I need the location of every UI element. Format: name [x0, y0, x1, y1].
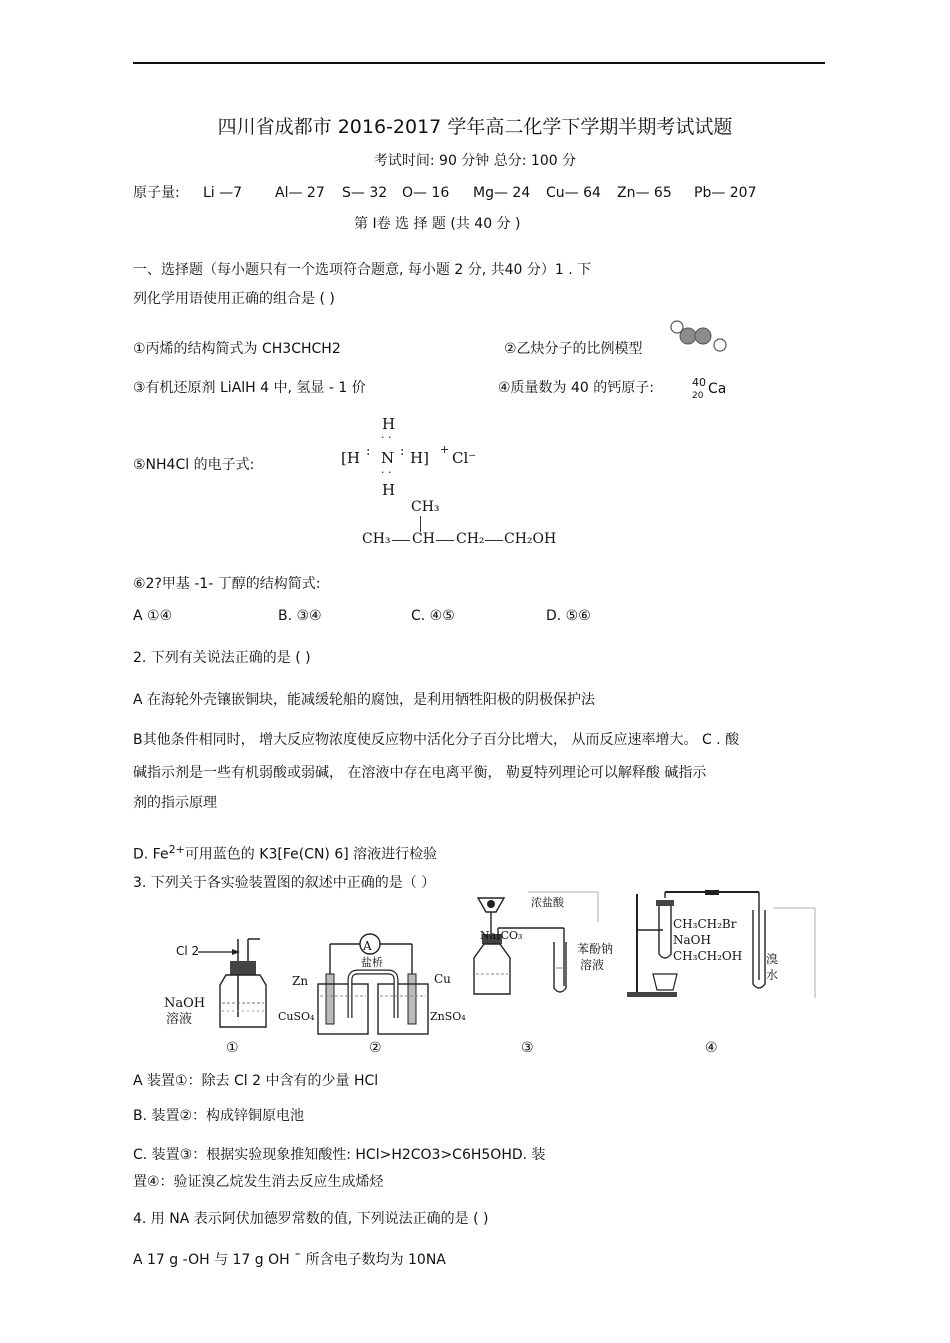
q2-option-a: A 在海轮外壳镶嵌铜块，能减缓轮船的腐蚀，是利用牺牲阳极的阴极保护法: [133, 692, 596, 708]
q1-option-c: C. ④⑤: [411, 608, 455, 624]
ef-h-top: H: [382, 415, 396, 433]
atomic-mass-label: 原子量:: [133, 185, 180, 201]
struct-bond: [485, 540, 503, 541]
q1-item6: ⑥2?甲基 -1- 丁醇的结构简式:: [133, 576, 321, 592]
q3-option-b: B. 装置②：构成锌铜原电池: [133, 1108, 305, 1124]
q1-option-d: D. ⑤⑥: [546, 608, 591, 624]
struct-bond: [392, 540, 410, 541]
q1-intro-line2: 列化学用语使用正确的组合是 ( ): [133, 291, 335, 307]
atomic-mass-item: O— 16: [402, 185, 450, 201]
top-rule: [133, 62, 825, 64]
ef-n: N: [381, 449, 395, 467]
fig3-phenoxide-label: 苯酚钠: [577, 942, 614, 956]
fig1-gas-label: Cl 2: [176, 944, 200, 958]
element-symbol: Ca: [708, 381, 727, 397]
part-title: 第 Ⅰ卷 选 择 题 (共 40 分 ): [354, 216, 521, 232]
fig3-acid-label: 浓盐酸: [531, 896, 564, 909]
struct-c4: CH₂OH: [504, 531, 557, 547]
q2-option-b-line1: B其他条件相同时， 增大反应物浓度使反应物中活化分子百分比增大， 从而反应速率增大。 C . 酸: [133, 732, 740, 748]
fig2-number: ②: [369, 1040, 382, 1056]
atomic-mass-item: Zn— 65: [617, 185, 672, 201]
fig3-phenoxide-label: 溶液: [580, 958, 605, 972]
fig3-number: ③: [521, 1040, 534, 1056]
struct-c3: CH₂: [456, 531, 485, 547]
q2-d-prefix: D. Fe: [133, 846, 169, 863]
ef-dots: :: [400, 444, 405, 459]
fig4-bromine-label: 水: [766, 968, 779, 982]
q1-item4: ④质量数为 40 的钙原子:: [498, 380, 654, 396]
ef-dots: · ·: [381, 431, 392, 444]
atomic-mass-item: S— 32: [342, 185, 388, 201]
q3-option-c-line1: C. 装置③：根据实验现象推知酸性: HCl>H2CO3>C6H5OHD. 装: [133, 1147, 546, 1163]
q1-item1: ①丙烯的结构简式为 CH3CHCH2: [133, 341, 341, 357]
q1-intro-line1: 一、选择题（每小题只有一个选项符合题意, 每小题 2 分, 共40 分）1 . 下: [133, 262, 592, 278]
q1-item5: ⑤NH4Cl 的电子式:: [133, 457, 255, 473]
fig4-bromine-label: 溴: [766, 952, 779, 966]
struct-branch: CH₃: [411, 499, 440, 515]
atomic-mass-item: Li —7: [203, 185, 243, 201]
struct-bond: [436, 540, 454, 541]
struct-c2: CH: [412, 531, 435, 547]
q1-item3: ③有机还原剂 LiAlH 4 中, 氢显 - 1 价: [133, 380, 366, 396]
acetylene-model-icon: [668, 318, 730, 354]
struct-bond-vertical: [420, 516, 421, 532]
atomic-mass-item: Mg— 24: [473, 185, 531, 201]
ef-dots: :: [366, 444, 371, 459]
q2-d-suffix: 可用蓝色的 K3[Fe(CN) 6] 溶液进行检验: [184, 846, 438, 863]
fig2-right-metal: Cu: [434, 972, 451, 986]
fig3-salt-label: Na₂CO₃: [480, 929, 523, 942]
fig4-reagent-label: CH₃CH₂OH: [673, 949, 743, 963]
ef-dots: · ·: [381, 466, 392, 479]
ef-left: [H: [341, 449, 360, 467]
apparatus-4-diagram: [625, 890, 825, 1002]
atomic-mass-item: Al— 27: [275, 185, 325, 201]
q2-stem: 2. 下列有关说法正确的是 ( ): [133, 650, 311, 666]
q4-option-a: A 17 g -OH 与 17 g OH ¯ 所含电子数均为 10NA: [133, 1252, 446, 1268]
ef-right: H]: [410, 449, 429, 467]
page-title: 四川省成都市 2016-2017 学年高二化学下学期半期考试试题: [217, 116, 733, 138]
q1-item2: ②乙炔分子的比例模型: [504, 341, 643, 357]
struct-c1: CH₃: [362, 531, 391, 547]
fig4-reagent-label: NaOH: [673, 933, 711, 947]
q3-option-a: A 装置①：除去 Cl 2 中含有的少量 HCl: [133, 1073, 379, 1089]
atomic-number: 20: [692, 391, 704, 401]
exam-info: 考试时间: 90 分钟 总分: 100 分: [373, 153, 577, 169]
q1-option-b: B. ③④: [278, 608, 322, 624]
q2-d-superscript: 2+: [168, 843, 185, 856]
fig2-left-metal: Zn: [292, 974, 309, 988]
q1-option-a: A ①④: [133, 608, 173, 624]
atomic-mass-item: Pb— 207: [694, 185, 757, 201]
ef-charge: +: [440, 443, 450, 456]
fig2-right-solution: ZnSO₄: [430, 1010, 466, 1023]
fig2-salt-bridge-label: 盐桥: [361, 956, 383, 969]
q3-stem: 3. 下列关于各实验装置图的叙述中正确的是（ ）: [133, 875, 436, 891]
q3-option-c-line2: 置④：验证溴乙烷发生消去反应生成烯烃: [133, 1174, 384, 1190]
fig4-reagent-label: CH₃CH₂Br: [673, 917, 737, 931]
fig2-ammeter-label: A: [363, 939, 372, 953]
fig4-number: ④: [705, 1040, 718, 1056]
q2-option-b-line2: 碱指示剂是一些有机弱酸或弱碱， 在溶液中存在电离平衡， 勒夏特列理论可以解释酸 碱指示: [133, 765, 707, 781]
q2-option-b-line3: 剂的指示原理: [133, 795, 217, 811]
q2-option-d: [133, 843, 437, 863]
mass-number: 40: [692, 376, 706, 389]
ef-h-bottom: H: [382, 481, 396, 499]
atomic-mass-item: Cu— 64: [546, 185, 601, 201]
fig1-solution-label: NaOH: [164, 996, 206, 1011]
q4-stem: 4. 用 NA 表示阿伏加德罗常数的值, 下列说法正确的是 ( ): [133, 1211, 489, 1227]
fig1-number: ①: [226, 1040, 239, 1056]
fig2-left-solution: CuSO₄: [278, 1010, 315, 1023]
fig1-solution-label: 溶液: [166, 1012, 193, 1027]
ef-anion: Cl⁻: [452, 449, 477, 467]
